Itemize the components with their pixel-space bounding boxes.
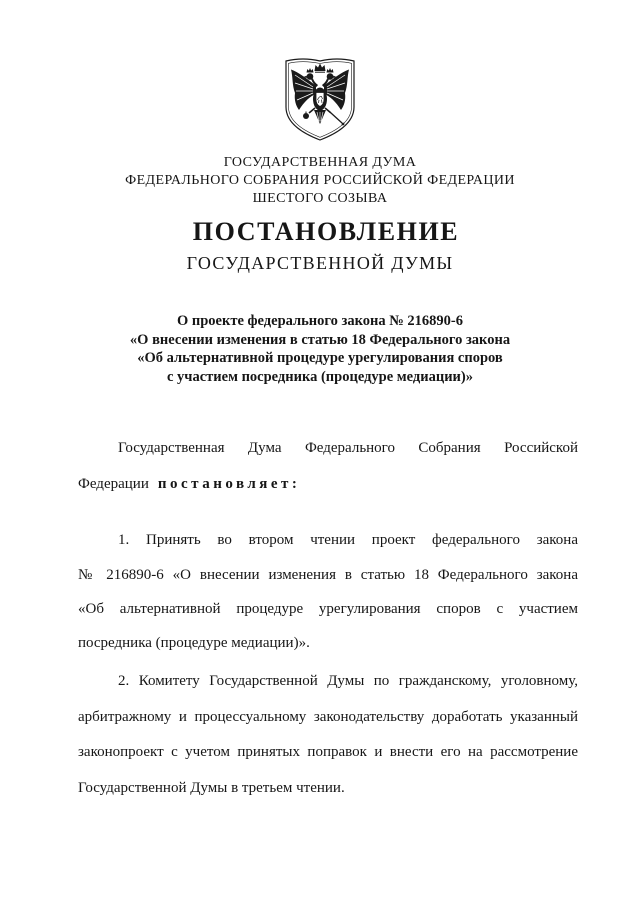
subject-line: с участием посредника (процедуре медиации)»: [166, 369, 473, 385]
body-line: законопроект с учетом принятых поправок и внести его на рассмотрение: [78, 744, 578, 760]
body-line: 2. Комитету Государственной Думы по гражданскому, уголовному,: [118, 673, 578, 689]
institution-name: ГОСУДАРСТВЕННАЯ ДУМА: [223, 155, 417, 170]
body-line: посредника (процедуре медиации)».: [78, 635, 310, 651]
body-line: 1. Принять во втором чтении проект федерального закона: [118, 532, 578, 548]
subject-line: О проекте федерального закона № 216890-6: [176, 313, 464, 329]
assembly-name: ФЕДЕРАЛЬНОГО СОБРАНИЯ РОССИЙСКОЙ ФЕДЕРАЦИИ: [125, 173, 515, 188]
preamble-line-prefix: Федерации: [78, 476, 149, 492]
convocation-label: ШЕСТОГО СОЗЫВА: [252, 191, 388, 206]
preamble-line: Государственная Дума Федерального Собрания Российской: [118, 440, 578, 456]
document-issuer: ГОСУДАРСТВЕННОЙ ДУМЫ: [186, 253, 454, 273]
coat-of-arms-icon: [282, 55, 358, 143]
document-type-title: ПОСТАНОВЛЕНИЕ: [192, 217, 460, 246]
body-line: арбитражному и процессуальному законодательству доработать указанный: [78, 709, 578, 725]
subject-line: «О внесении изменения в статью 18 Федерального закона: [129, 332, 511, 348]
subject-line: «Об альтернативной процедуре урегулирования споров: [137, 350, 503, 366]
body-line: «Об альтернативной процедуре урегулирования споров с участием: [78, 601, 578, 617]
body-line: № 216890-6 «О внесении изменения в статью 18 Федерального закона: [78, 567, 578, 583]
preamble-line: [78, 474, 300, 494]
body-line: Государственной Думы в третьем чтении.: [78, 780, 345, 796]
decree-word: постановляет:: [157, 476, 301, 492]
